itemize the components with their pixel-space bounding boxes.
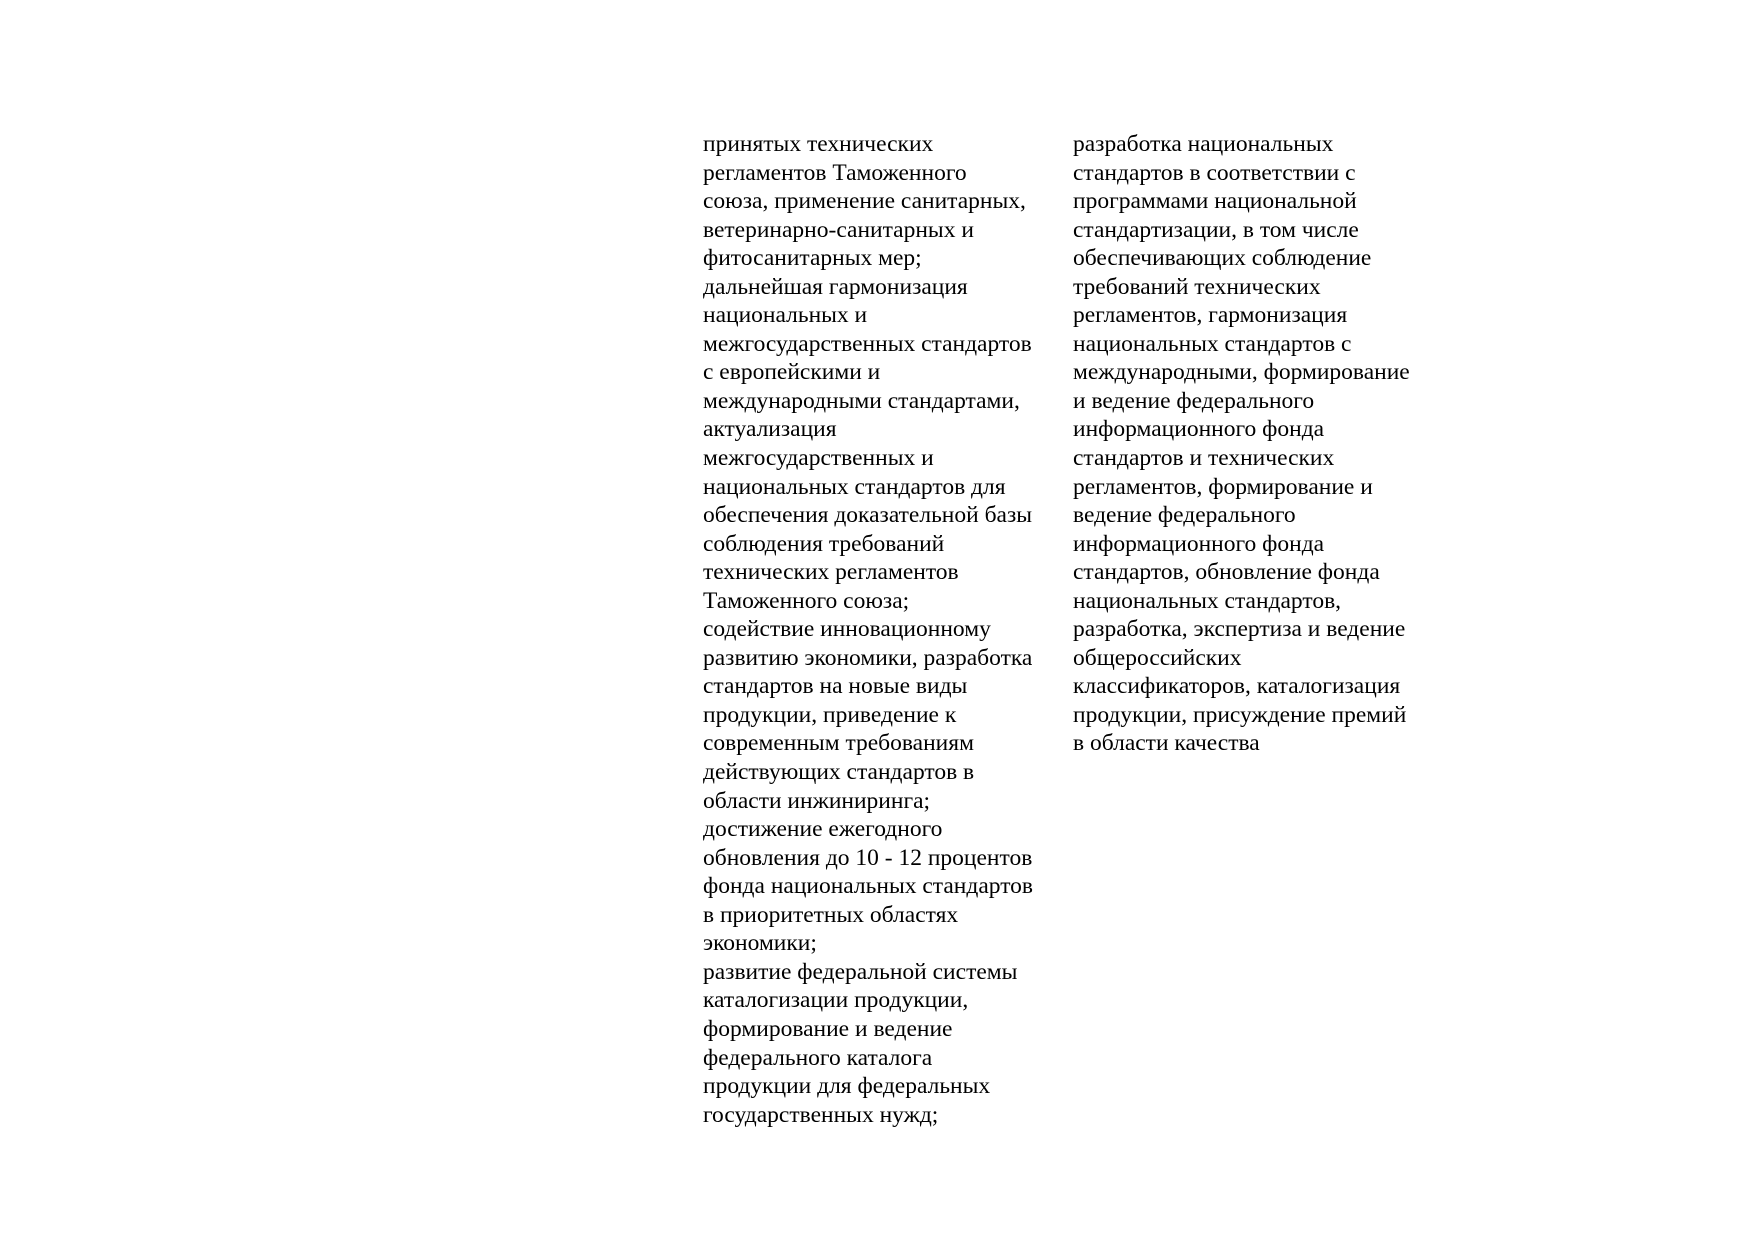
- text-line: национальных стандартов с: [1073, 330, 1352, 357]
- text-line: информационного фонда: [1073, 530, 1325, 557]
- text-line: национальных и: [703, 302, 868, 329]
- text-line: формирование и ведение: [703, 1015, 953, 1042]
- text-line: и ведение федерального: [1073, 387, 1315, 414]
- text-line: регламентов, гармонизация: [1073, 302, 1348, 329]
- text-line: стандартов на новые виды: [703, 673, 968, 700]
- text-line: межгосударственных стандартов: [703, 330, 1032, 357]
- text-line: информационного фонда: [1073, 416, 1325, 443]
- text-line: регламентов Таможенного: [703, 159, 967, 186]
- text-line: общероссийских: [1073, 644, 1242, 671]
- text-line: разработка, экспертиза и ведение: [1073, 616, 1406, 643]
- text-line: Таможенного союза;: [703, 587, 910, 614]
- text-line: развитию экономики, разработка: [703, 644, 1033, 671]
- text-line: области инжиниринга;: [703, 787, 931, 814]
- text-line: национальных стандартов для: [703, 473, 1006, 500]
- text-line: актуализация: [703, 416, 837, 443]
- text-line: стандартов и технических: [1073, 445, 1335, 472]
- text-line: требований технических: [1073, 273, 1321, 300]
- text-line: национальных стандартов,: [1073, 587, 1342, 614]
- text-line: стандартов в соответствии с: [1073, 159, 1356, 186]
- text-column-left: [703, 130, 1063, 1129]
- text-line: обновления до 10 - 12 процентов: [703, 844, 1033, 871]
- text-line: стандартов, обновление фонда: [1073, 559, 1380, 586]
- text-line: продукции, приведение к: [703, 701, 957, 728]
- text-line: в приоритетных областях: [703, 901, 959, 928]
- text-line: каталогизации продукции,: [703, 987, 969, 1014]
- text-line: достижение ежегодного: [703, 816, 943, 843]
- text-line: современным требованиям: [703, 730, 974, 757]
- text-line: действующих стандартов в: [703, 759, 975, 786]
- text-line: фонда национальных стандартов: [703, 873, 1033, 900]
- text-line: международными, формирование: [1073, 359, 1410, 386]
- text-line: дальнейшая гармонизация: [703, 273, 968, 300]
- text-line: технических регламентов: [703, 559, 959, 586]
- text-line: разработка национальных: [1073, 131, 1334, 157]
- text-line: содействие инновационному: [703, 616, 991, 643]
- text-line: ведение федерального: [1073, 502, 1296, 529]
- text-column-right: [1073, 130, 1443, 758]
- text-line: в области качества: [1073, 730, 1260, 757]
- text-line: ветеринарно-санитарных и: [703, 216, 974, 243]
- text-line: федерального каталога: [703, 1044, 933, 1071]
- text-line: классификаторов, каталогизация: [1073, 673, 1401, 700]
- text-line: международными стандартами,: [703, 387, 1020, 414]
- text-line: экономики;: [703, 930, 817, 957]
- text-line: соблюдения требований: [703, 530, 945, 557]
- text-line: государственных нужд;: [703, 1101, 939, 1128]
- text-line: с европейскими и: [703, 359, 881, 386]
- text-line: обеспечивающих соблюдение: [1073, 245, 1372, 272]
- text-line: программами национальной: [1073, 188, 1357, 215]
- text-line: фитосанитарных мер;: [703, 245, 922, 272]
- text-line: развитие федеральной системы: [703, 958, 1018, 985]
- text-line: обеспечения доказательной базы: [703, 502, 1033, 529]
- text-line: продукции, присуждение премий: [1073, 701, 1407, 728]
- text-line: союза, применение санитарных,: [703, 188, 1026, 215]
- text-line: продукции для федеральных: [703, 1073, 991, 1100]
- text-line: межгосударственных и: [703, 445, 934, 472]
- text-line: стандартизации, в том числе: [1073, 216, 1359, 243]
- text-line: регламентов, формирование и: [1073, 473, 1373, 500]
- text-line: принятых технических: [703, 131, 934, 157]
